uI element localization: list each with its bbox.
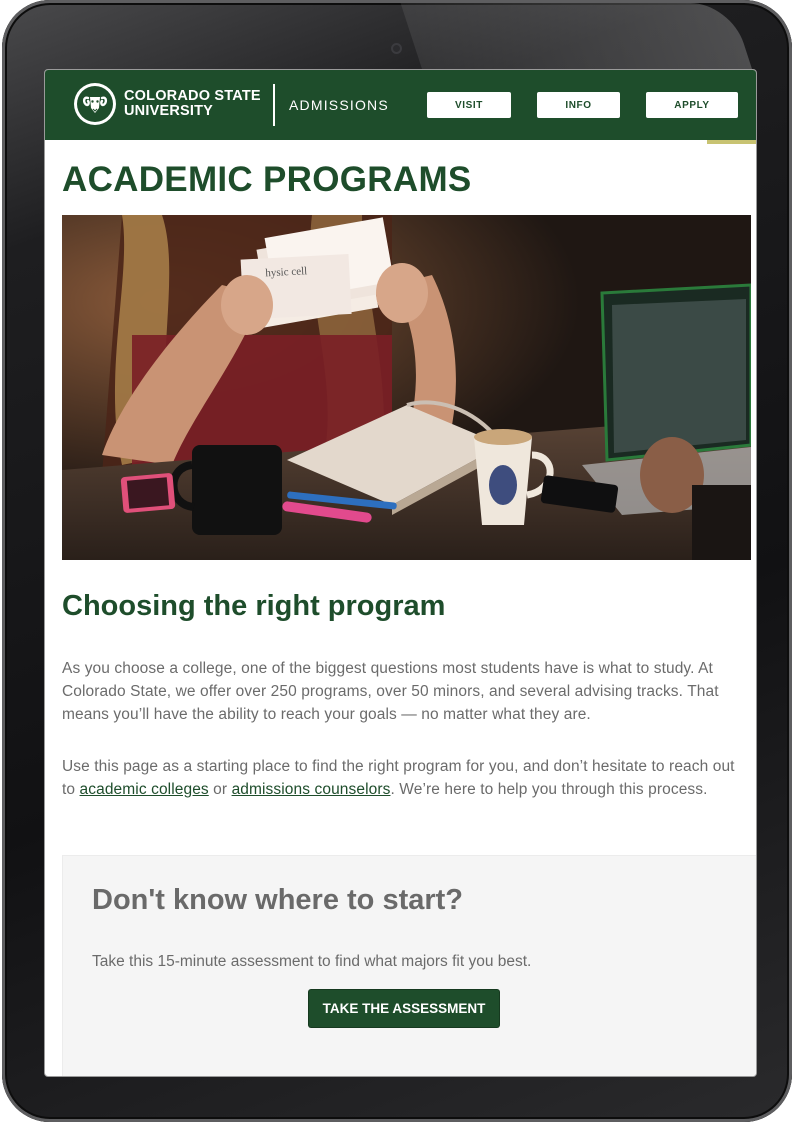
page-title: ACADEMIC PROGRAMS	[62, 160, 472, 199]
help-text-start: Use this page as a starting place to find the right program for you, and don’t hesitate to reach out to	[62, 758, 735, 798]
header-accent-bar	[707, 140, 756, 144]
university-wordmark[interactable]	[124, 89, 261, 119]
tablet-screen	[44, 69, 757, 1077]
academic-colleges-link[interactable]: academic colleges	[79, 781, 209, 798]
section-label[interactable]: ADMISSIONS	[289, 97, 389, 113]
wordmark-line1: COLORADO STATE	[124, 88, 261, 104]
ram-logo-icon[interactable]	[74, 83, 116, 125]
callout-title: Don't know where to start?	[92, 884, 464, 916]
header-divider	[273, 84, 275, 126]
admissions-counselors-link[interactable]: admissions counselors	[231, 781, 391, 798]
section-title: Choosing the right program	[62, 590, 446, 622]
help-text-end: . We’re here to help you through this process.	[390, 781, 708, 798]
apply-button[interactable]: APPLY	[646, 92, 738, 118]
intro-paragraph: As you choose a college, one of the biggest questions most students have is what to study. At Colorado State, we offer over 250 programs, over 50 minors, and several advising tracks. That means you’ll have the ability to reach your goals — no matter what they are.	[62, 660, 719, 723]
hero-image	[62, 215, 751, 560]
wordmark-line2: UNIVERSITY	[124, 103, 214, 119]
take-assessment-button[interactable]: TAKE THE ASSESSMENT	[309, 990, 499, 1027]
front-camera-icon	[391, 43, 402, 54]
assessment-callout	[62, 855, 757, 1077]
callout-text: Take this 15-minute assessment to find what majors fit you best.	[92, 953, 532, 970]
flashcard-text: hysic cell	[265, 265, 308, 280]
site-header	[45, 70, 756, 140]
visit-button[interactable]: VISIT	[427, 92, 511, 118]
info-button[interactable]: INFO	[537, 92, 620, 118]
help-paragraph	[62, 755, 748, 801]
frame-reflection	[401, 3, 752, 69]
tablet-frame	[2, 0, 792, 1122]
help-text-middle: or	[208, 781, 232, 798]
